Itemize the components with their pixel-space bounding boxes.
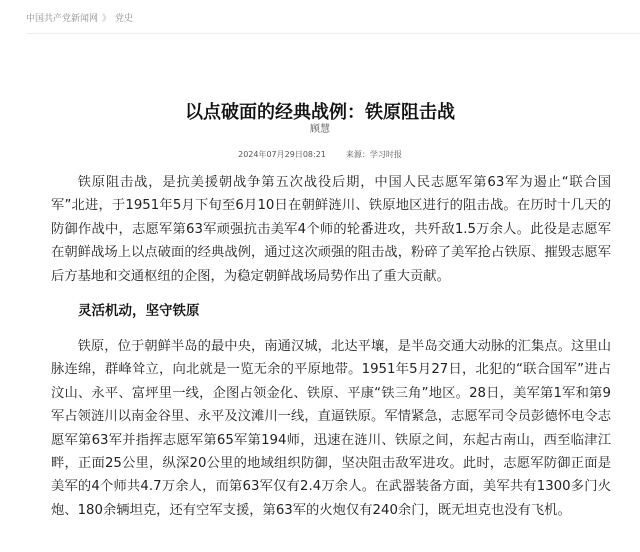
article-meta [0, 149, 640, 161]
breadcrumb-separator: 》 [102, 14, 112, 24]
breadcrumb-link-home[interactable]: 中国共产党新闻网 [26, 14, 99, 24]
header-divider [26, 33, 640, 34]
article-body [51, 171, 611, 522]
article-author: 顾慧 [310, 124, 330, 135]
breadcrumb-link-section[interactable]: 党史 [115, 14, 134, 24]
article-datetime: 2024年07月29日08:21 [238, 150, 326, 159]
article-title: 以点破面的经典战例：铁原阻击战 [185, 102, 455, 124]
article-source: 来源：学习时报 [345, 150, 402, 159]
article-paragraph: 铁原阻击战，是抗美援朝战争第五次战役后期，中国人民志愿军第63军为遏止“联合国军”北进，于1951年5月下旬至6月10日在朝鲜涟川、铁原地区进行的阻击战。在历时十几天的防御作战中，志愿军第63军顽强抗击美军4个师的轮番进攻，共歼敌1.5万余人。此役是志愿军在朝鲜战场上以点破面的经典战例，通过这次顽强的阻击战，粉碎了美军抢占铁原、摧毁志愿军后方基地和交通枢纽的企图，为稳定朝鲜战场局势作出了重大贡献。 [51, 175, 611, 284]
breadcrumb [26, 12, 133, 26]
section-heading: 灵活机动，坚守铁原 [78, 303, 200, 320]
article-paragraph: 铁原，位于朝鲜半岛的最中央，南通汉城，北达平壤，是半岛交通大动脉的汇集点。这里山脉连绵，群峰耸立，向北就是一览无余的平原地带。1951年5月27日，北犯的“联合国军”进占汶山、永平、富坪里一线，企图占领金化、铁原、平康“铁三角”地区。28日，美军第1军和第9军占领涟川以南金谷里、永平及汶滩川一线，直逼铁原。军情紧急，志愿军司令员彭德怀电令志愿军第63军并指挥志愿军第65军第194师，迅速在涟川、铁原之间，东起古南山，西至临津江畔，正面25公里，纵深20公里的地域组织防御，坚决阻击敌军进攻。此时，志愿军防御正面是美军的4个师共4.7万余人，而第63军仅有2.4万余人。在武器装备方面，美军共有1300多门火炮、180余辆坦克，还有空军支援，第63军的火炮仅有240余门，既无坦克也没有飞机。 [51, 339, 611, 518]
